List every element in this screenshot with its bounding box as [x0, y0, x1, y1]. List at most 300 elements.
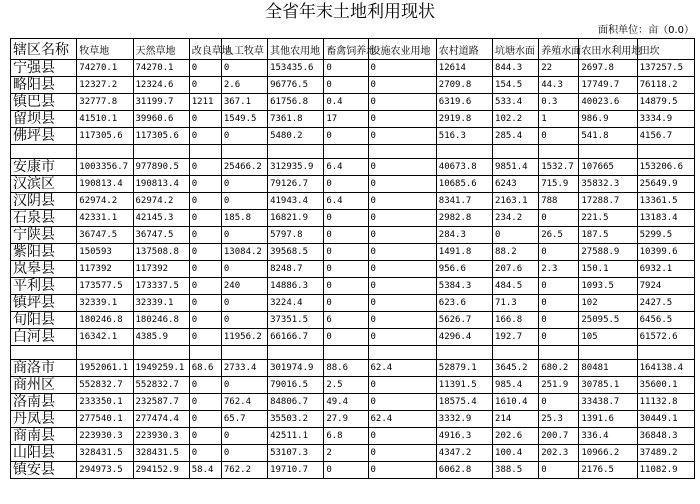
value-cell: 154.5 [493, 77, 539, 94]
value-cell: 5480.2 [268, 128, 324, 145]
value-cell: 16821.9 [268, 210, 324, 227]
value-cell: 137508.8 [133, 244, 189, 261]
value-cell: 185.8 [221, 210, 267, 227]
value-cell: 0 [189, 128, 221, 145]
value-cell: 0 [539, 462, 579, 479]
value-cell: 301974.9 [268, 360, 324, 377]
value-cell: 3332.9 [436, 411, 492, 428]
value-cell: 74270.1 [77, 60, 133, 77]
value-cell: 117392 [77, 261, 133, 278]
table-row [11, 360, 695, 377]
value-cell: 0 [368, 261, 436, 278]
table-row [11, 128, 695, 145]
empty-cell [268, 145, 324, 159]
table-row [11, 312, 695, 329]
table-row [11, 60, 695, 77]
value-cell: 68.6 [189, 360, 221, 377]
empty-cell [493, 145, 539, 159]
table-row [11, 428, 695, 445]
value-cell: 2427.5 [637, 295, 694, 312]
value-cell: 49.4 [324, 394, 368, 411]
value-cell: 96776.5 [268, 77, 324, 94]
value-cell: 1211 [189, 94, 221, 111]
value-cell: 0 [189, 312, 221, 329]
value-cell: 977890.5 [133, 159, 189, 176]
value-cell: 61572.6 [637, 329, 694, 346]
value-cell: 0 [368, 111, 436, 128]
value-cell: 66166.7 [268, 329, 324, 346]
value-cell: 0 [189, 193, 221, 210]
value-cell: 40673.8 [436, 159, 492, 176]
value-cell: 2982.8 [436, 210, 492, 227]
value-cell: 19710.7 [268, 462, 324, 479]
value-cell: 1003356.7 [77, 159, 133, 176]
col-header: 坑塘水面 [493, 39, 539, 60]
value-cell: 0 [324, 329, 368, 346]
value-cell: 0 [189, 111, 221, 128]
district-name-cell: 紫阳县 [11, 244, 77, 261]
value-cell: 180246.8 [77, 312, 133, 329]
value-cell: 84806.7 [268, 394, 324, 411]
value-cell: 11956.2 [221, 329, 267, 346]
value-cell: 117305.6 [133, 128, 189, 145]
value-cell: 0 [368, 128, 436, 145]
value-cell: 0 [368, 394, 436, 411]
value-cell: 0 [189, 295, 221, 312]
value-cell: 0 [368, 312, 436, 329]
value-cell: 2163.1 [493, 193, 539, 210]
district-name-cell: 宁强县 [11, 60, 77, 77]
value-cell: 0 [221, 312, 267, 329]
value-cell: 2 [324, 445, 368, 462]
value-cell: 2697.8 [579, 60, 637, 77]
empty-cell [368, 145, 436, 159]
value-cell: 150.1 [579, 261, 637, 278]
value-cell: 42145.3 [133, 210, 189, 227]
district-name-cell: 安康市 [11, 159, 77, 176]
value-cell: 1391.6 [579, 411, 637, 428]
value-cell: 192.7 [493, 329, 539, 346]
value-cell: 25466.2 [221, 159, 267, 176]
value-cell: 0 [539, 210, 579, 227]
value-cell: 367.1 [221, 94, 267, 111]
district-name-cell: 镇巴县 [11, 94, 77, 111]
value-cell: 762.4 [221, 394, 267, 411]
value-cell: 10966.2 [579, 445, 637, 462]
district-name-cell: 平利县 [11, 278, 77, 295]
district-name-cell: 略阳县 [11, 77, 77, 94]
value-cell: 3645.2 [493, 360, 539, 377]
value-cell: 62974.2 [77, 193, 133, 210]
value-cell: 0 [189, 411, 221, 428]
value-cell: 0 [189, 377, 221, 394]
table-row [11, 445, 695, 462]
value-cell: 484.5 [493, 278, 539, 295]
value-cell: 0 [189, 428, 221, 445]
value-cell: 76118.2 [637, 77, 694, 94]
value-cell: 328431.5 [133, 445, 189, 462]
empty-cell [539, 346, 579, 360]
empty-cell [493, 346, 539, 360]
value-cell: 0 [368, 176, 436, 193]
value-cell: 233350.1 [77, 394, 133, 411]
col-header: 人工牧草 [221, 39, 267, 60]
value-cell: 71.3 [493, 295, 539, 312]
table-row [11, 159, 695, 176]
table-row [11, 411, 695, 428]
value-cell: 100.4 [493, 445, 539, 462]
value-cell: 0 [324, 60, 368, 77]
empty-cell [77, 145, 133, 159]
value-cell: 9851.4 [493, 159, 539, 176]
table-row [11, 329, 695, 346]
page-title: 全省年末土地利用现状 [265, 2, 435, 22]
value-cell: 11082.9 [637, 462, 694, 479]
district-name-cell: 商洛市 [11, 360, 77, 377]
value-cell: 3334.9 [637, 111, 694, 128]
value-cell: 65.7 [221, 411, 267, 428]
value-cell: 0 [368, 77, 436, 94]
value-cell: 4296.4 [436, 329, 492, 346]
value-cell: 12324.6 [133, 77, 189, 94]
value-cell: 35832.3 [579, 176, 637, 193]
empty-cell [221, 346, 267, 360]
value-cell: 3224.4 [268, 295, 324, 312]
value-cell: 6.8 [324, 428, 368, 445]
value-cell: 6243 [493, 176, 539, 193]
value-cell: 0 [368, 462, 436, 479]
value-cell: 0 [539, 312, 579, 329]
value-cell: 153435.6 [268, 60, 324, 77]
value-cell: 18575.4 [436, 394, 492, 411]
value-cell: 88.2 [493, 244, 539, 261]
value-cell: 14879.5 [637, 94, 694, 111]
value-cell: 0 [368, 377, 436, 394]
district-name-cell: 洛南县 [11, 394, 77, 411]
col-header: 田坎 [637, 39, 694, 60]
value-cell: 294973.5 [77, 462, 133, 479]
value-cell: 27.9 [324, 411, 368, 428]
value-cell: 328431.5 [77, 445, 133, 462]
value-cell: 0 [368, 227, 436, 244]
value-cell: 232587.7 [133, 394, 189, 411]
value-cell: 44.3 [539, 77, 579, 94]
value-cell: 33438.7 [579, 394, 637, 411]
value-cell: 0 [368, 210, 436, 227]
value-cell: 13183.4 [637, 210, 694, 227]
value-cell: 986.9 [579, 111, 637, 128]
value-cell: 312935.9 [268, 159, 324, 176]
value-cell: 0 [539, 295, 579, 312]
district-name-cell: 旬阳县 [11, 312, 77, 329]
district-name-cell: 白河县 [11, 329, 77, 346]
col-header: 畜禽饲养地 [324, 39, 368, 60]
value-cell: 336.4 [579, 428, 637, 445]
col-header: 牧草地 [77, 39, 133, 60]
value-cell: 13361.5 [637, 193, 694, 210]
district-name-cell: 石泉县 [11, 210, 77, 227]
value-cell: 150593 [77, 244, 133, 261]
value-cell: 26.5 [539, 227, 579, 244]
value-cell: 0 [221, 227, 267, 244]
value-cell: 0 [368, 278, 436, 295]
value-cell: 88.6 [324, 360, 368, 377]
value-cell: 0 [189, 244, 221, 261]
unit-note: 面积单位：亩（0.0） [598, 25, 694, 36]
empty-cell [579, 346, 637, 360]
value-cell: 32777.8 [77, 94, 133, 111]
value-cell: 173577.5 [77, 278, 133, 295]
value-cell: 10399.6 [637, 244, 694, 261]
value-cell: 0 [221, 60, 267, 77]
value-cell: 40023.6 [579, 94, 637, 111]
value-cell: 6.4 [324, 159, 368, 176]
value-cell: 0 [324, 176, 368, 193]
value-cell: 234.2 [493, 210, 539, 227]
value-cell: 0 [221, 261, 267, 278]
value-cell: 788 [539, 193, 579, 210]
col-header: 农村道路 [436, 39, 492, 60]
value-cell: 285.4 [493, 128, 539, 145]
value-cell: 2733.4 [221, 360, 267, 377]
value-cell: 107665 [579, 159, 637, 176]
value-cell: 0 [539, 394, 579, 411]
value-cell: 541.8 [579, 128, 637, 145]
empty-cell [324, 346, 368, 360]
value-cell: 251.9 [539, 377, 579, 394]
value-cell: 27588.9 [579, 244, 637, 261]
table-row [11, 462, 695, 479]
value-cell: 117305.6 [77, 128, 133, 145]
value-cell: 6062.8 [436, 462, 492, 479]
value-cell: 30785.1 [579, 377, 637, 394]
value-cell: 0 [189, 329, 221, 346]
value-cell: 4156.7 [637, 128, 694, 145]
value-cell: 117392 [133, 261, 189, 278]
value-cell: 25.3 [539, 411, 579, 428]
value-cell: 2176.5 [579, 462, 637, 479]
value-cell: 37489.2 [637, 445, 694, 462]
empty-cell [324, 145, 368, 159]
empty-cell [436, 145, 492, 159]
table-row [11, 111, 695, 128]
value-cell: 6456.5 [637, 312, 694, 329]
value-cell: 36848.3 [637, 428, 694, 445]
value-cell: 8248.7 [268, 261, 324, 278]
table-row [11, 94, 695, 111]
value-cell: 36747.5 [133, 227, 189, 244]
empty-cell [11, 346, 77, 360]
col-header: 天然草地 [133, 39, 189, 60]
district-name-cell: 丹凤县 [11, 411, 77, 428]
value-cell: 516.3 [436, 128, 492, 145]
value-cell: 61756.8 [268, 94, 324, 111]
value-cell: 1610.4 [493, 394, 539, 411]
value-cell: 35503.2 [268, 411, 324, 428]
empty-cell [539, 145, 579, 159]
value-cell: 6 [324, 312, 368, 329]
value-cell: 17749.7 [579, 77, 637, 94]
value-cell: 25649.9 [637, 176, 694, 193]
value-cell: 0 [324, 77, 368, 94]
value-cell: 200.7 [539, 428, 579, 445]
value-cell: 680.2 [539, 360, 579, 377]
value-cell: 166.8 [493, 312, 539, 329]
value-cell: 0 [493, 227, 539, 244]
value-cell: 36747.5 [77, 227, 133, 244]
value-cell: 0 [189, 445, 221, 462]
value-cell: 202.6 [493, 428, 539, 445]
spacer-row [11, 346, 695, 360]
value-cell: 0 [189, 77, 221, 94]
value-cell: 0 [539, 244, 579, 261]
value-cell: 39568.5 [268, 244, 324, 261]
value-cell: 105 [579, 329, 637, 346]
value-cell: 190813.4 [133, 176, 189, 193]
value-cell: 1491.8 [436, 244, 492, 261]
value-cell: 14886.3 [268, 278, 324, 295]
value-cell: 6.4 [324, 193, 368, 210]
value-cell: 1949259.1 [133, 360, 189, 377]
col-header: 改良草地 [189, 39, 221, 60]
value-cell: 0 [324, 261, 368, 278]
value-cell: 4916.3 [436, 428, 492, 445]
value-cell: 13084.2 [221, 244, 267, 261]
empty-cell [77, 346, 133, 360]
value-cell: 0 [189, 159, 221, 176]
empty-cell [368, 346, 436, 360]
table-row [11, 176, 695, 193]
value-cell: 58.4 [189, 462, 221, 479]
value-cell: 0.4 [324, 94, 368, 111]
value-cell: 7361.8 [268, 111, 324, 128]
value-cell: 17288.7 [579, 193, 637, 210]
value-cell: 12614 [436, 60, 492, 77]
value-cell: 533.4 [493, 94, 539, 111]
value-cell: 0 [189, 227, 221, 244]
table-row [11, 394, 695, 411]
value-cell: 42331.1 [77, 210, 133, 227]
value-cell: 0 [368, 445, 436, 462]
empty-cell [579, 145, 637, 159]
value-cell: 12327.2 [77, 77, 133, 94]
district-name-cell: 岚皋县 [11, 261, 77, 278]
value-cell: 221.5 [579, 210, 637, 227]
value-cell: 187.5 [579, 227, 637, 244]
value-cell: 0 [324, 244, 368, 261]
col-header: 设施农业用地 [368, 39, 436, 60]
value-cell: 294152.9 [133, 462, 189, 479]
value-cell: 5299.5 [637, 227, 694, 244]
value-cell: 37351.5 [268, 312, 324, 329]
value-cell: 0 [221, 377, 267, 394]
value-cell: 41510.1 [77, 111, 133, 128]
value-cell: 0 [221, 193, 267, 210]
value-cell: 0 [368, 295, 436, 312]
district-name-cell: 商州区 [11, 377, 77, 394]
value-cell: 0 [539, 278, 579, 295]
empty-cell [221, 145, 267, 159]
value-cell: 0 [189, 210, 221, 227]
value-cell: 277540.1 [77, 411, 133, 428]
value-cell: 715.9 [539, 176, 579, 193]
value-cell: 0 [368, 329, 436, 346]
value-cell: 1952061.1 [77, 360, 133, 377]
value-cell: 0 [189, 261, 221, 278]
value-cell: 2.3 [539, 261, 579, 278]
table-row [11, 227, 695, 244]
value-cell: 202.3 [539, 445, 579, 462]
table-row [11, 77, 695, 94]
value-cell: 5384.3 [436, 278, 492, 295]
value-cell: 0 [189, 176, 221, 193]
value-cell: 0 [221, 128, 267, 145]
district-name-cell: 商南县 [11, 428, 77, 445]
empty-cell [189, 346, 221, 360]
district-name-cell: 留坝县 [11, 111, 77, 128]
land-use-table [10, 38, 695, 479]
value-cell: 214 [493, 411, 539, 428]
empty-cell [637, 145, 694, 159]
value-cell: 39960.6 [133, 111, 189, 128]
col-header: 养殖水面 [539, 39, 579, 60]
district-name-cell: 宁陕县 [11, 227, 77, 244]
value-cell: 7924 [637, 278, 694, 295]
value-cell: 1532.7 [539, 159, 579, 176]
value-cell: 0 [324, 462, 368, 479]
empty-cell [436, 346, 492, 360]
value-cell: 180246.8 [133, 312, 189, 329]
value-cell: 2.6 [221, 77, 267, 94]
value-cell: 79016.5 [268, 377, 324, 394]
table-row [11, 295, 695, 312]
value-cell: 42511.1 [268, 428, 324, 445]
value-cell: 6319.6 [436, 94, 492, 111]
value-cell: 0 [221, 428, 267, 445]
value-cell: 80481 [579, 360, 637, 377]
district-name-cell: 佛坪县 [11, 128, 77, 145]
table-row [11, 193, 695, 210]
spacer-row [11, 145, 695, 159]
value-cell: 10685.6 [436, 176, 492, 193]
value-cell: 1093.5 [579, 278, 637, 295]
value-cell: 6932.1 [637, 261, 694, 278]
value-cell: 173337.5 [133, 278, 189, 295]
value-cell: 1 [539, 111, 579, 128]
empty-cell [268, 346, 324, 360]
value-cell: 11132.8 [637, 394, 694, 411]
value-cell: 0 [368, 193, 436, 210]
table-body [11, 60, 695, 479]
value-cell: 62.4 [368, 360, 436, 377]
district-name-cell: 汉阴县 [11, 193, 77, 210]
district-name-cell: 山阳县 [11, 445, 77, 462]
value-cell: 62.4 [368, 411, 436, 428]
table-row [11, 278, 695, 295]
col-header: 其他农用地 [268, 39, 324, 60]
value-cell: 0 [221, 445, 267, 462]
value-cell: 552832.7 [77, 377, 133, 394]
value-cell: 623.6 [436, 295, 492, 312]
value-cell: 5797.8 [268, 227, 324, 244]
value-cell: 32339.1 [133, 295, 189, 312]
value-cell: 4385.9 [133, 329, 189, 346]
value-cell: 137257.5 [637, 60, 694, 77]
value-cell: 22 [539, 60, 579, 77]
value-cell: 5626.7 [436, 312, 492, 329]
value-cell: 8341.7 [436, 193, 492, 210]
value-cell: 2709.8 [436, 77, 492, 94]
